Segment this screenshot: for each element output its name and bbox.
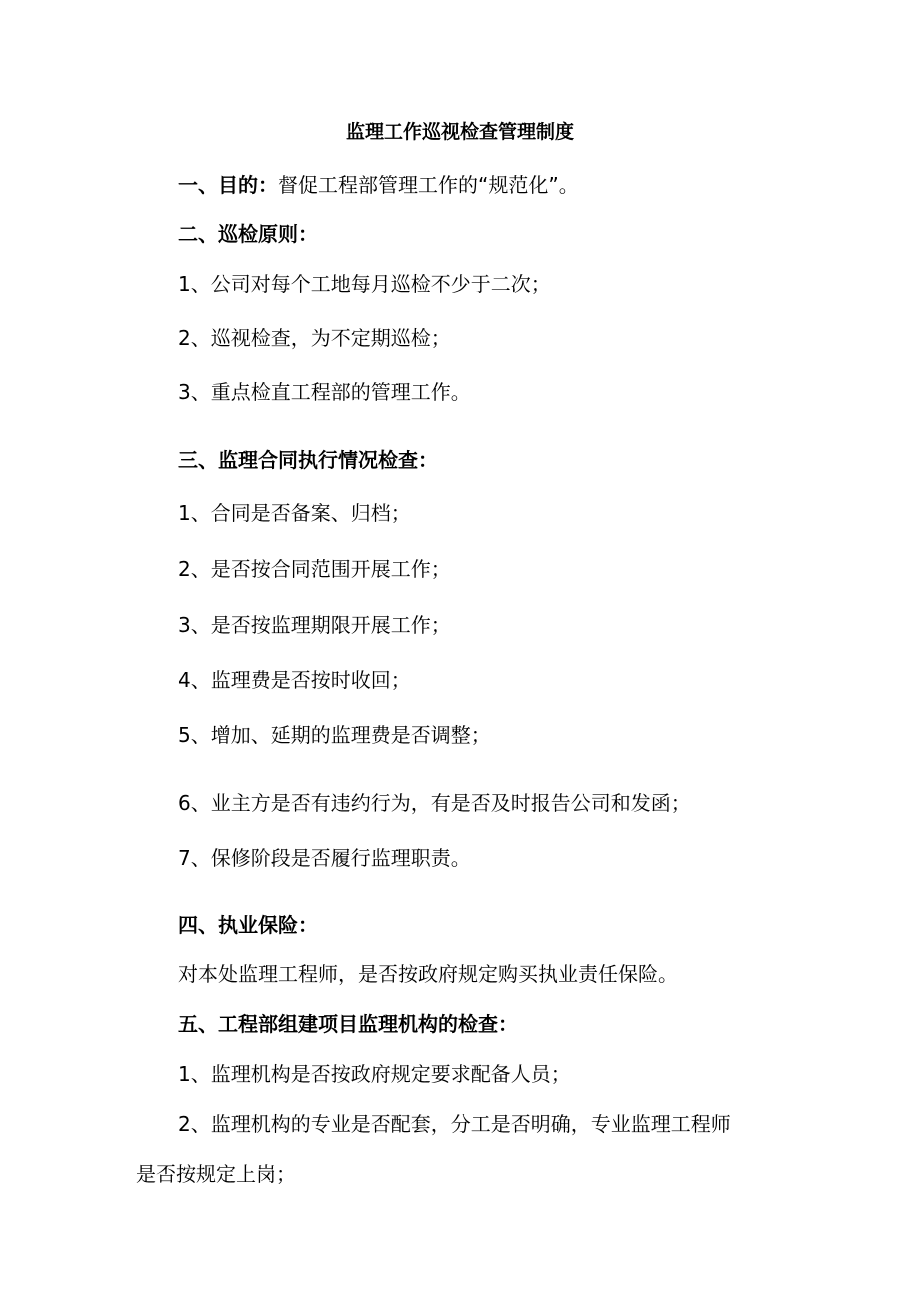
list-item: 3、是否按监理期限开展工作； bbox=[178, 613, 451, 637]
section-heading: 五、工程部组建项目监理机构的检查： bbox=[178, 1012, 518, 1036]
list-item: 2、巡视检查，为不定期巡检； bbox=[178, 326, 451, 350]
section-heading: 四、执业保险： bbox=[178, 913, 318, 937]
document-title: 监理工作巡视检查管理制度 bbox=[345, 121, 574, 143]
list-item: 1、监理机构是否按政府规定要求配备人员； bbox=[178, 1062, 571, 1086]
list-item: 1、公司对每个工地每月巡检不少于二次； bbox=[178, 272, 551, 296]
list-item-continuation: 是否按规定上岗； bbox=[136, 1162, 296, 1186]
list-item: 7、保修阶段是否履行监理职责。 bbox=[178, 846, 471, 870]
section-text: 督促工程部管理工作的“规范化”。 bbox=[278, 173, 579, 197]
section-heading: 二、巡检原则： bbox=[178, 222, 318, 246]
list-item: 2、监理机构的专业是否配套，分工是否明确，专业监理工程师 bbox=[178, 1112, 731, 1136]
list-item: 3、重点检直工程部的管理工作。 bbox=[178, 380, 471, 404]
list-item: 6、业主方是否有违约行为，有是否及时报告公司和发函； bbox=[178, 791, 691, 815]
section-heading: 一、目的： bbox=[178, 173, 278, 197]
section-purpose bbox=[178, 171, 579, 199]
section-heading: 三、监理合同执行情况检查： bbox=[178, 448, 438, 472]
list-item: 2、是否按合同范围开展工作； bbox=[178, 557, 451, 581]
list-item: 5、增加、延期的监理费是否调整； bbox=[178, 723, 491, 747]
list-item: 1、合同是否备案、归档； bbox=[178, 501, 411, 525]
section-text: 对本处监理工程师，是否按政府规定购买执业责任保险。 bbox=[178, 962, 678, 986]
list-item: 4、监理费是否按时收回； bbox=[178, 668, 411, 692]
